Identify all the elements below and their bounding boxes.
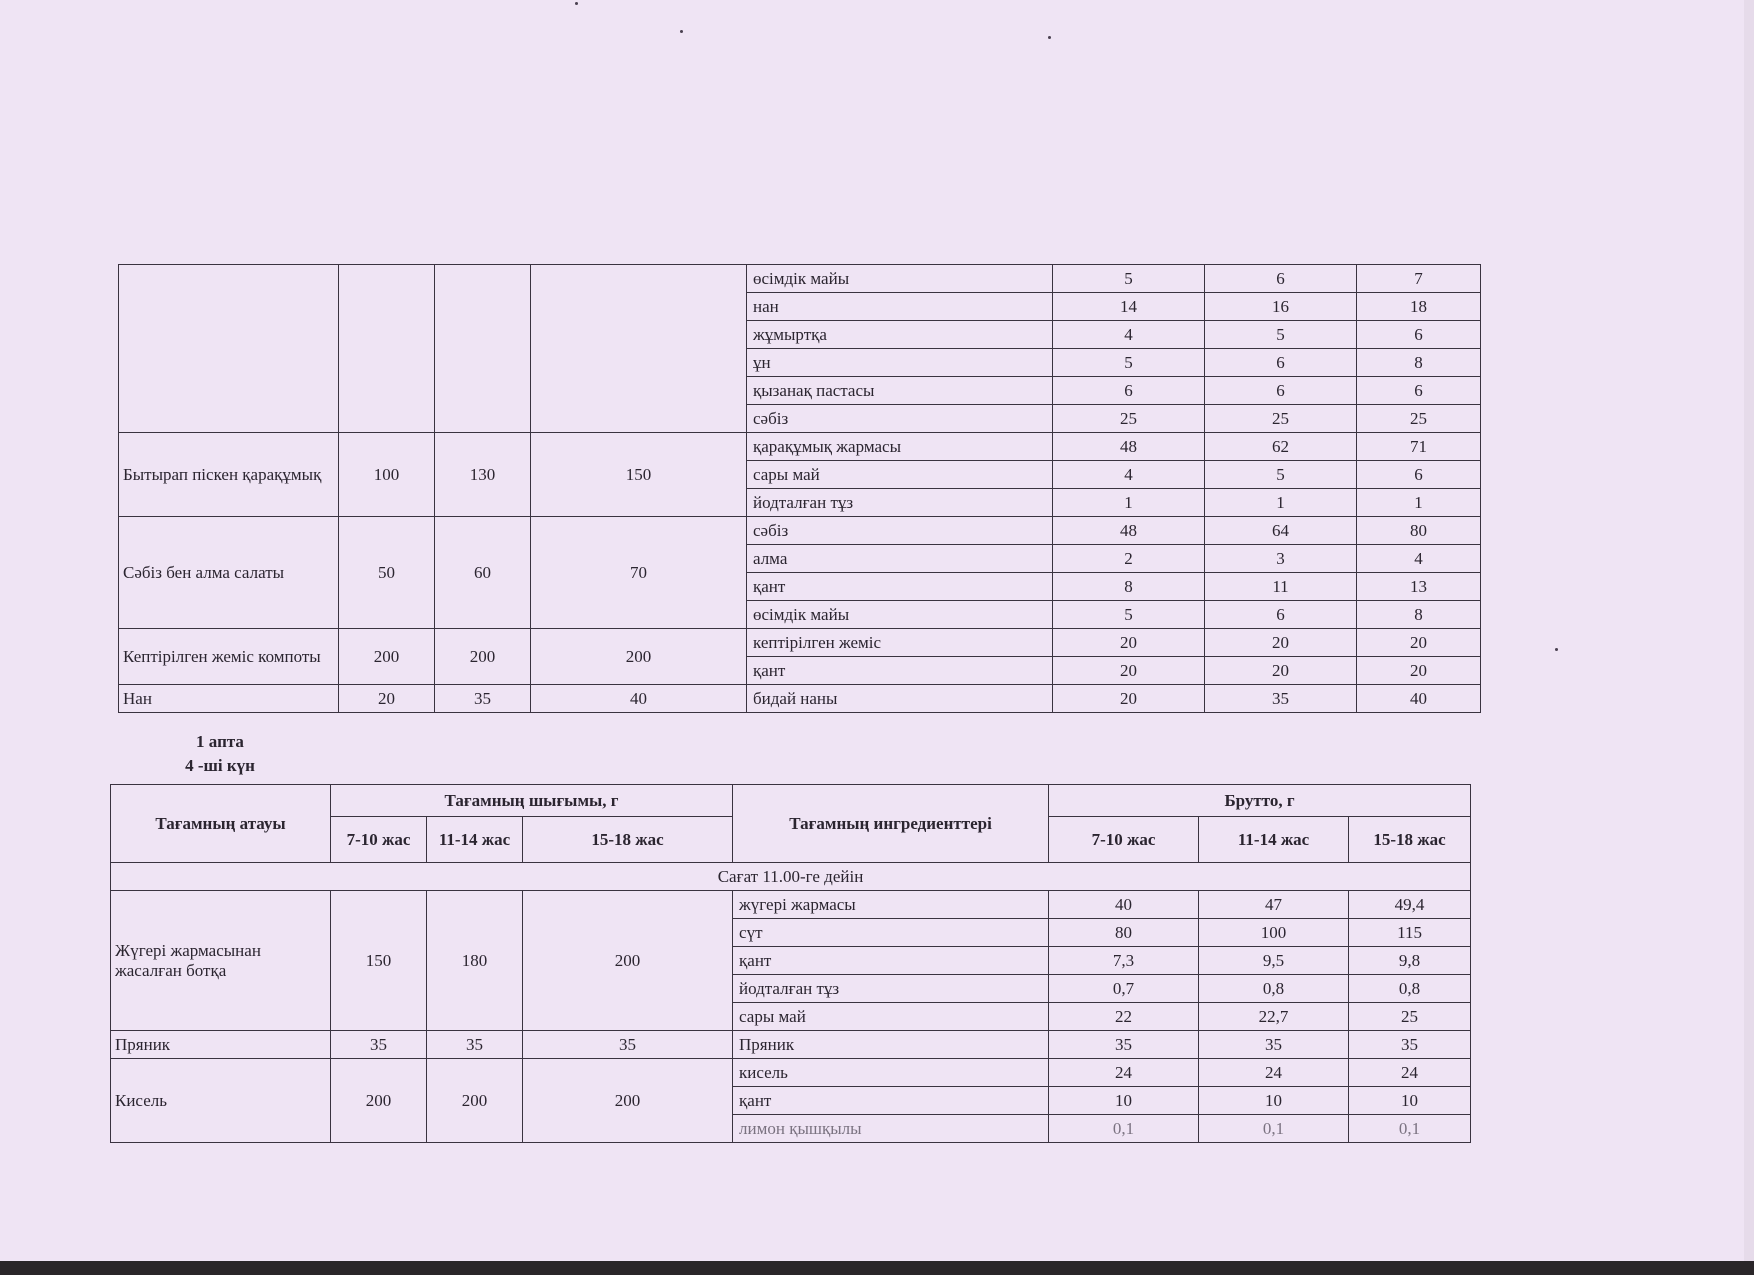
- brutto-15-18: 80: [1357, 517, 1481, 545]
- brutto-11-14: 24: [1199, 1059, 1349, 1087]
- brutto-15-18: 0,8: [1349, 975, 1471, 1003]
- brutto-11-14: 11: [1205, 573, 1357, 601]
- header-yield-age: 7-10 жас: [331, 817, 427, 863]
- brutto-15-18: 13: [1357, 573, 1481, 601]
- brutto-15-18: 40: [1357, 685, 1481, 713]
- brutto-7-10: 24: [1049, 1059, 1199, 1087]
- dish-name: Сәбіз бен алма салаты: [119, 517, 339, 629]
- dish-name: Кисель: [111, 1059, 331, 1143]
- brutto-11-14: 6: [1205, 601, 1357, 629]
- ingredient-name: сәбіз: [747, 405, 1053, 433]
- yield-7-10: 150: [331, 891, 427, 1031]
- brutto-7-10: 6: [1053, 377, 1205, 405]
- ingredient-name: қызанақ пастасы: [747, 377, 1053, 405]
- scan-speck: [575, 2, 578, 5]
- ingredient-name: йодталған тұз: [747, 489, 1053, 517]
- brutto-15-18: 115: [1349, 919, 1471, 947]
- ingredient-name: кептірілген жеміс: [747, 629, 1053, 657]
- ingredient-name: өсімдік майы: [747, 601, 1053, 629]
- yield-11-14: 35: [435, 685, 531, 713]
- table-row: [119, 517, 1481, 545]
- yield-11-14: 180: [427, 891, 523, 1031]
- brutto-7-10: 25: [1053, 405, 1205, 433]
- ingredient-name: жұмыртқа: [747, 321, 1053, 349]
- brutto-11-14: 16: [1205, 293, 1357, 321]
- brutto-15-18: 1: [1357, 489, 1481, 517]
- brutto-15-18: 6: [1357, 377, 1481, 405]
- brutto-11-14: 5: [1205, 461, 1357, 489]
- brutto-7-10: 40: [1049, 891, 1199, 919]
- menu-table-body: [111, 891, 1471, 1143]
- brutto-11-14: 62: [1205, 433, 1357, 461]
- brutto-15-18: 6: [1357, 321, 1481, 349]
- brutto-7-10: 5: [1053, 265, 1205, 293]
- menu-table-previous-day: [118, 264, 1481, 713]
- brutto-15-18: 35: [1349, 1031, 1471, 1059]
- brutto-7-10: 10: [1049, 1087, 1199, 1115]
- scan-bottom-edge: [0, 1261, 1754, 1275]
- table-header: [111, 785, 1471, 891]
- ingredient-name: қант: [733, 1087, 1049, 1115]
- brutto-15-18: 8: [1357, 349, 1481, 377]
- dish-name: Кептірілген жеміс компоты: [119, 629, 339, 685]
- ingredient-name: кисель: [733, 1059, 1049, 1087]
- ingredient-name: сәбіз: [747, 517, 1053, 545]
- yield-11-14: [435, 265, 531, 433]
- ingredient-name: лимон қышқылы: [733, 1115, 1049, 1143]
- dish-name: [119, 265, 339, 433]
- scan-speck: [680, 30, 683, 33]
- header-ingredients: Тағамның ингредиенттері: [733, 785, 1049, 863]
- ingredient-name: ұн: [747, 349, 1053, 377]
- brutto-7-10: 8: [1053, 573, 1205, 601]
- menu-table-day-4: [110, 784, 1471, 1143]
- brutto-7-10: 20: [1053, 629, 1205, 657]
- brutto-15-18: 24: [1349, 1059, 1471, 1087]
- yield-7-10: 100: [339, 433, 435, 517]
- yield-11-14: 35: [427, 1031, 523, 1059]
- yield-7-10: 200: [331, 1059, 427, 1143]
- brutto-11-14: 25: [1205, 405, 1357, 433]
- yield-7-10: [339, 265, 435, 433]
- table-row: [119, 629, 1481, 657]
- yield-7-10: 200: [339, 629, 435, 685]
- brutto-7-10: 5: [1053, 601, 1205, 629]
- yield-15-18: 200: [523, 891, 733, 1031]
- brutto-11-14: 35: [1205, 685, 1357, 713]
- dish-name: Пряник: [111, 1031, 331, 1059]
- table-row: [111, 891, 1471, 919]
- brutto-11-14: 22,7: [1199, 1003, 1349, 1031]
- yield-15-18: [531, 265, 747, 433]
- brutto-7-10: 80: [1049, 919, 1199, 947]
- header-brutto-group: Брутто, г: [1049, 785, 1471, 817]
- yield-15-18: 35: [523, 1031, 733, 1059]
- yield-11-14: 200: [427, 1059, 523, 1143]
- ingredient-name: сары май: [747, 461, 1053, 489]
- header-yield-age: 11-14 жас: [427, 817, 523, 863]
- brutto-11-14: 6: [1205, 349, 1357, 377]
- yield-15-18: 200: [523, 1059, 733, 1143]
- section-time-label: Сағат 11.00-ге дейін: [111, 863, 1471, 891]
- brutto-11-14: 100: [1199, 919, 1349, 947]
- brutto-15-18: 25: [1357, 405, 1481, 433]
- ingredient-name: Пряник: [733, 1031, 1049, 1059]
- brutto-7-10: 20: [1053, 685, 1205, 713]
- scan-right-edge: [1744, 0, 1754, 1275]
- brutto-7-10: 5: [1053, 349, 1205, 377]
- brutto-11-14: 35: [1199, 1031, 1349, 1059]
- brutto-7-10: 4: [1053, 321, 1205, 349]
- brutto-11-14: 6: [1205, 377, 1357, 405]
- ingredient-name: сүт: [733, 919, 1049, 947]
- brutto-15-18: 9,8: [1349, 947, 1471, 975]
- ingredient-name: йодталған тұз: [733, 975, 1049, 1003]
- brutto-15-18: 4: [1357, 545, 1481, 573]
- ingredient-name: қант: [733, 947, 1049, 975]
- brutto-11-14: 5: [1205, 321, 1357, 349]
- table-row: [119, 265, 1481, 293]
- brutto-11-14: 0,1: [1199, 1115, 1349, 1143]
- brutto-15-18: 18: [1357, 293, 1481, 321]
- scan-speck: [1555, 648, 1558, 651]
- brutto-11-14: 10: [1199, 1087, 1349, 1115]
- brutto-11-14: 0,8: [1199, 975, 1349, 1003]
- brutto-7-10: 22: [1049, 1003, 1199, 1031]
- dish-name: Жүгері жармасынан жасалған ботқа: [111, 891, 331, 1031]
- brutto-7-10: 35: [1049, 1031, 1199, 1059]
- yield-15-18: 200: [531, 629, 747, 685]
- yield-11-14: 130: [435, 433, 531, 517]
- dish-name: Нан: [119, 685, 339, 713]
- header-dish-name: Тағамның атауы: [111, 785, 331, 863]
- brutto-7-10: 48: [1053, 517, 1205, 545]
- brutto-15-18: 10: [1349, 1087, 1471, 1115]
- brutto-7-10: 20: [1053, 657, 1205, 685]
- brutto-15-18: 25: [1349, 1003, 1471, 1031]
- header-yield-age: 15-18 жас: [523, 817, 733, 863]
- brutto-11-14: 1: [1205, 489, 1357, 517]
- header-brutto-age: 11-14 жас: [1199, 817, 1349, 863]
- ingredient-name: сары май: [733, 1003, 1049, 1031]
- yield-15-18: 40: [531, 685, 747, 713]
- brutto-15-18: 0,1: [1349, 1115, 1471, 1143]
- brutto-15-18: 6: [1357, 461, 1481, 489]
- header-yield-group: Тағамның шығымы, г: [331, 785, 733, 817]
- ingredient-name: жүгері жармасы: [733, 891, 1049, 919]
- ingredient-name: бидай наны: [747, 685, 1053, 713]
- brutto-11-14: 20: [1205, 629, 1357, 657]
- brutto-7-10: 0,7: [1049, 975, 1199, 1003]
- brutto-7-10: 14: [1053, 293, 1205, 321]
- yield-15-18: 150: [531, 433, 747, 517]
- header-brutto-age: 7-10 жас: [1049, 817, 1199, 863]
- table-row: [119, 433, 1481, 461]
- brutto-15-18: 20: [1357, 657, 1481, 685]
- yield-7-10: 50: [339, 517, 435, 629]
- yield-15-18: 70: [531, 517, 747, 629]
- yield-11-14: 200: [435, 629, 531, 685]
- brutto-7-10: 0,1: [1049, 1115, 1199, 1143]
- brutto-7-10: 2: [1053, 545, 1205, 573]
- week-label: 1 апта: [196, 732, 244, 751]
- brutto-11-14: 20: [1205, 657, 1357, 685]
- scan-speck: [1048, 36, 1051, 39]
- ingredient-name: қарақұмық жармасы: [747, 433, 1053, 461]
- brutto-11-14: 3: [1205, 545, 1357, 573]
- brutto-11-14: 47: [1199, 891, 1349, 919]
- table-row: [111, 1059, 1471, 1087]
- brutto-7-10: 7,3: [1049, 947, 1199, 975]
- menu-table-body: [119, 265, 1481, 713]
- yield-11-14: 60: [435, 517, 531, 629]
- brutto-7-10: 1: [1053, 489, 1205, 517]
- brutto-11-14: 64: [1205, 517, 1357, 545]
- table-row: [111, 1031, 1471, 1059]
- ingredient-name: қант: [747, 657, 1053, 685]
- brutto-15-18: 20: [1357, 629, 1481, 657]
- ingredient-name: алма: [747, 545, 1053, 573]
- brutto-7-10: 4: [1053, 461, 1205, 489]
- brutto-11-14: 9,5: [1199, 947, 1349, 975]
- dish-name: Бытырап піскен қарақұмық: [119, 433, 339, 517]
- table-row: [119, 685, 1481, 713]
- yield-7-10: 20: [339, 685, 435, 713]
- ingredient-name: нан: [747, 293, 1053, 321]
- yield-7-10: 35: [331, 1031, 427, 1059]
- brutto-15-18: 8: [1357, 601, 1481, 629]
- brutto-11-14: 6: [1205, 265, 1357, 293]
- ingredient-name: өсімдік майы: [747, 265, 1053, 293]
- day-label: 4 -ші күн: [185, 756, 255, 775]
- ingredient-name: қант: [747, 573, 1053, 601]
- brutto-15-18: 49,4: [1349, 891, 1471, 919]
- brutto-15-18: 7: [1357, 265, 1481, 293]
- header-brutto-age: 15-18 жас: [1349, 817, 1471, 863]
- brutto-7-10: 48: [1053, 433, 1205, 461]
- brutto-15-18: 71: [1357, 433, 1481, 461]
